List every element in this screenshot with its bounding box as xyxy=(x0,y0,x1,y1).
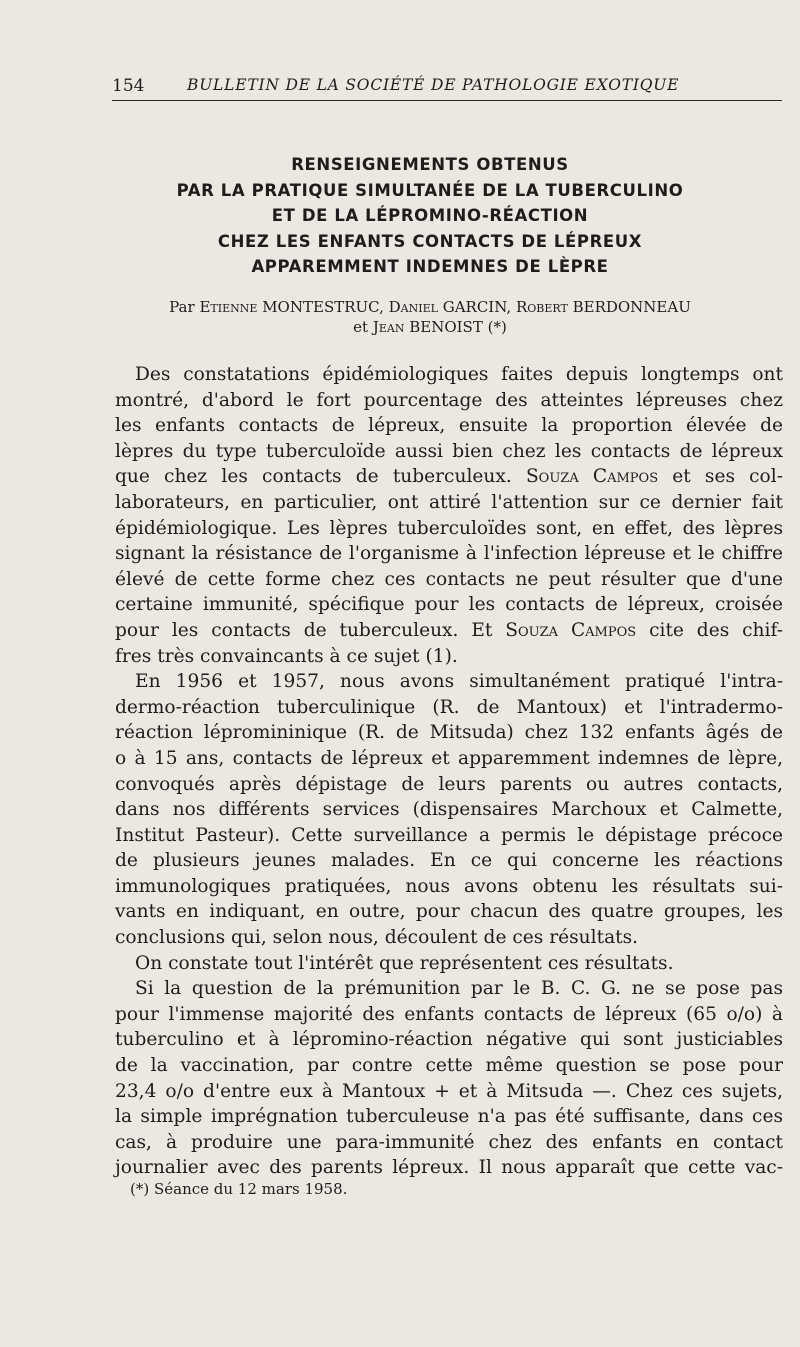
author-first-name: Etienne xyxy=(199,298,258,316)
text-line: fres très convaincants à ce sujet (1). xyxy=(115,645,458,667)
text-line: signant la résistance de l'organisme à l'infection lépreuse et le chiffre xyxy=(115,543,783,565)
author-last-name: BENOIST xyxy=(409,318,483,336)
text-line: réaction lépromininique (R. de Mitsuda) chez 132 enfants âgés de xyxy=(115,722,783,744)
journal-title: BULLETIN DE LA SOCIÉTÉ DE PATHOLOGIE EXOTIQUE xyxy=(187,76,680,94)
text-line: cas, à produire une para-immunité chez des enfants en contact xyxy=(115,1131,783,1153)
text-line: journalier avec des parents lépreux. Il nous apparaît que cette vac- xyxy=(115,1157,783,1179)
text-segment: que chez les contacts de tuberculeux. xyxy=(115,466,512,488)
text-line: Si la question de la prémunition par le B. C. G. ne se pose pas xyxy=(135,978,783,1000)
text-line: convoqués après dépistage de leurs parents ou autres contacts, xyxy=(115,773,783,795)
text-line: de plusieurs jeunes malades. En ce qui concerne les réactions xyxy=(115,850,783,872)
article-title xyxy=(120,152,740,280)
text-line: o à 15 ans, contacts de lépreux et apparemment indemnes de lèpre, xyxy=(115,747,783,769)
text-line: dans nos différents services (dispensaires Marchoux et Calmette, xyxy=(115,799,783,821)
text-segment: cite des chif- xyxy=(649,619,783,641)
text-line: lèpres du type tuberculoïde aussi bien chez les contacts de lépreux xyxy=(115,440,783,462)
title-line: RENSEIGNEMENTS OBTENUS xyxy=(291,155,569,174)
page-number: 154 xyxy=(112,76,145,96)
title-line: APPAREMMENT INDEMNES DE LÈPRE xyxy=(251,257,609,276)
text-line: tuberculino et à lépromino-réaction négative qui sont justiciables xyxy=(115,1029,783,1051)
author-list xyxy=(120,297,740,337)
text-line: Institut Pasteur). Cette surveillance a permis le dépistage précoce xyxy=(115,824,783,846)
text-line xyxy=(115,464,783,490)
text-line: En 1956 et 1957, nous avons simultanément pratiqué l'intra- xyxy=(135,671,783,693)
footnote: (*) Séance du 12 mars 1958. xyxy=(130,1180,348,1198)
text-line: Des constatations épidémiologiques faites depuis longtemps ont xyxy=(135,364,783,385)
text-line: dermo-réaction tuberculinique (R. de Mantoux) et l'intradermo- xyxy=(115,696,783,718)
text-line: On constate tout l'intérêt que représentent ces résultats. xyxy=(135,952,674,974)
text-line: élevé de cette forme chez ces contacts ne peut résulter que d'une xyxy=(115,568,783,590)
text-line: les enfants contacts de lépreux, ensuite la proportion élevée de xyxy=(115,415,783,437)
author-first-name: Robert xyxy=(515,298,568,316)
text-line: montré, d'abord le fort pourcentage des atteintes lépreuses chez xyxy=(115,389,783,411)
text-line: la simple imprégnation tuberculeuse n'a pas été suffisante, dans ces xyxy=(115,1106,783,1128)
footnote-marker: (*) xyxy=(487,318,507,336)
text-line: de la vaccination, par contre cette même question se pose pour xyxy=(115,1055,783,1077)
author-last-name: MONTESTRUC, xyxy=(262,298,384,316)
author-last-name: GARCIN, xyxy=(442,298,512,316)
author-line-1 xyxy=(120,297,740,317)
text-segment: et ses col- xyxy=(672,466,783,488)
author-first-name: Daniel xyxy=(388,298,438,316)
text-line: laborateurs, en particulier, ont attiré l'attention sur ce dernier fait xyxy=(115,491,783,513)
text-line: épidémiologique. Les lèpres tuberculoïdes sont, en effet, des lèpres xyxy=(115,517,783,539)
cited-author: Souza Campos xyxy=(505,619,637,641)
author-first-name: Jean xyxy=(372,318,405,336)
title-line: ET DE LA LÉPROMINO-RÉACTION xyxy=(271,206,589,225)
title-line: PAR LA PRATIQUE SIMULTANÉE DE LA TUBERCULINO xyxy=(176,180,684,200)
author-line-2 xyxy=(120,317,740,337)
text-line: immunologiques pratiquées, nous avons obtenu les résultats sui- xyxy=(115,875,783,897)
text-line xyxy=(115,618,783,644)
author-conjunction: et xyxy=(353,318,369,336)
title-line: CHEZ LES ENFANTS CONTACTS DE LÉPREUX xyxy=(217,231,643,251)
text-line: pour l'immense majorité des enfants contacts de lépreux (65 o/o) à xyxy=(115,1003,783,1025)
text-segment: pour les contacts de tuberculeux. Et xyxy=(115,619,493,641)
author-last-name: BERDONNEAU xyxy=(572,298,691,316)
cited-author: Souza Campos xyxy=(525,466,659,488)
text-line: conclusions qui, selon nous, découlent de ces résultats. xyxy=(115,927,639,949)
running-header xyxy=(112,70,782,101)
article-body xyxy=(115,362,783,1181)
text-line: 23,4 o/o d'entre eux à Mantoux + et à Mitsuda —. Chez ces sujets, xyxy=(115,1080,783,1102)
text-line: vants en indiquant, en outre, pour chacun des quatre groupes, les xyxy=(115,901,783,923)
text-line: certaine immunité, spécifique pour les contacts de lépreux, croisée xyxy=(115,594,783,616)
author-prefix: Par xyxy=(169,298,195,316)
